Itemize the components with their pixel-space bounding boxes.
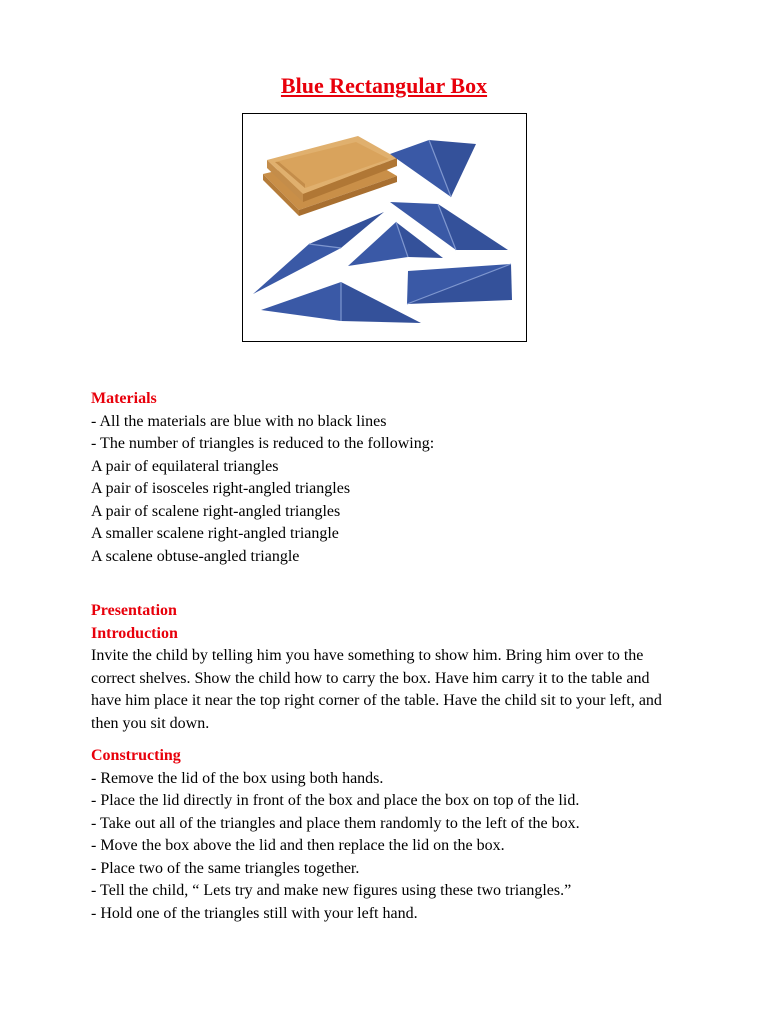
materials-line: A pair of isosceles right-angled triangles — [91, 480, 351, 497]
introduction-paragraph: Invite the child by telling him you have something to show him. Bring him over to the correct shelves. Show the child how to carry the box. Have him carry it to the table and have him place it near the top right corner of the table. Have the child sit to your left, and then you sit down. — [91, 647, 662, 732]
materials-line: A scalene obtuse-angled triangle — [91, 547, 300, 565]
constructing-step: - Take out all of the triangles and place them randomly to the left of the box. — [91, 814, 580, 832]
materials-line: A pair of scalene right-angled triangles — [91, 502, 341, 520]
presentation-section — [91, 600, 691, 735]
triangle-left-lower — [253, 244, 341, 294]
materials-line: A pair of equilateral triangles — [91, 457, 279, 475]
introduction-heading: Introduction — [91, 624, 178, 642]
materials-section — [91, 388, 691, 568]
constructing-heading: Constructing — [91, 747, 181, 764]
materials-heading: Materials — [91, 390, 157, 407]
blue-triangles-box-image — [242, 113, 527, 342]
constructing-step: - Remove the lid of the box using both hands. — [91, 769, 384, 787]
constructing-step: - Hold one of the triangles still with your left hand. — [91, 904, 418, 922]
blue-triangles-illustration — [243, 114, 526, 341]
presentation-heading: Presentation — [91, 602, 177, 619]
materials-line: - The number of triangles is reduced to the following: — [91, 435, 435, 452]
document-title: Blue Rectangular Box — [280, 73, 488, 98]
materials-line: A smaller scalene right-angled triangle — [91, 525, 339, 542]
constructing-section — [91, 745, 691, 925]
constructing-step: - Tell the child, “ Lets try and make new figures using these two triangles.” — [91, 882, 572, 899]
constructing-step: - Place the lid directly in front of the box and place the box on top of the lid. — [91, 792, 580, 809]
constructing-step: - Place two of the same triangles together. — [91, 859, 360, 877]
materials-line: - All the materials are blue with no black lines — [91, 412, 387, 430]
triangle-bottom-left — [261, 282, 341, 321]
constructing-step: - Move the box above the lid and then replace the lid on the box. — [91, 837, 505, 854]
triangle-left-upper — [309, 212, 384, 248]
